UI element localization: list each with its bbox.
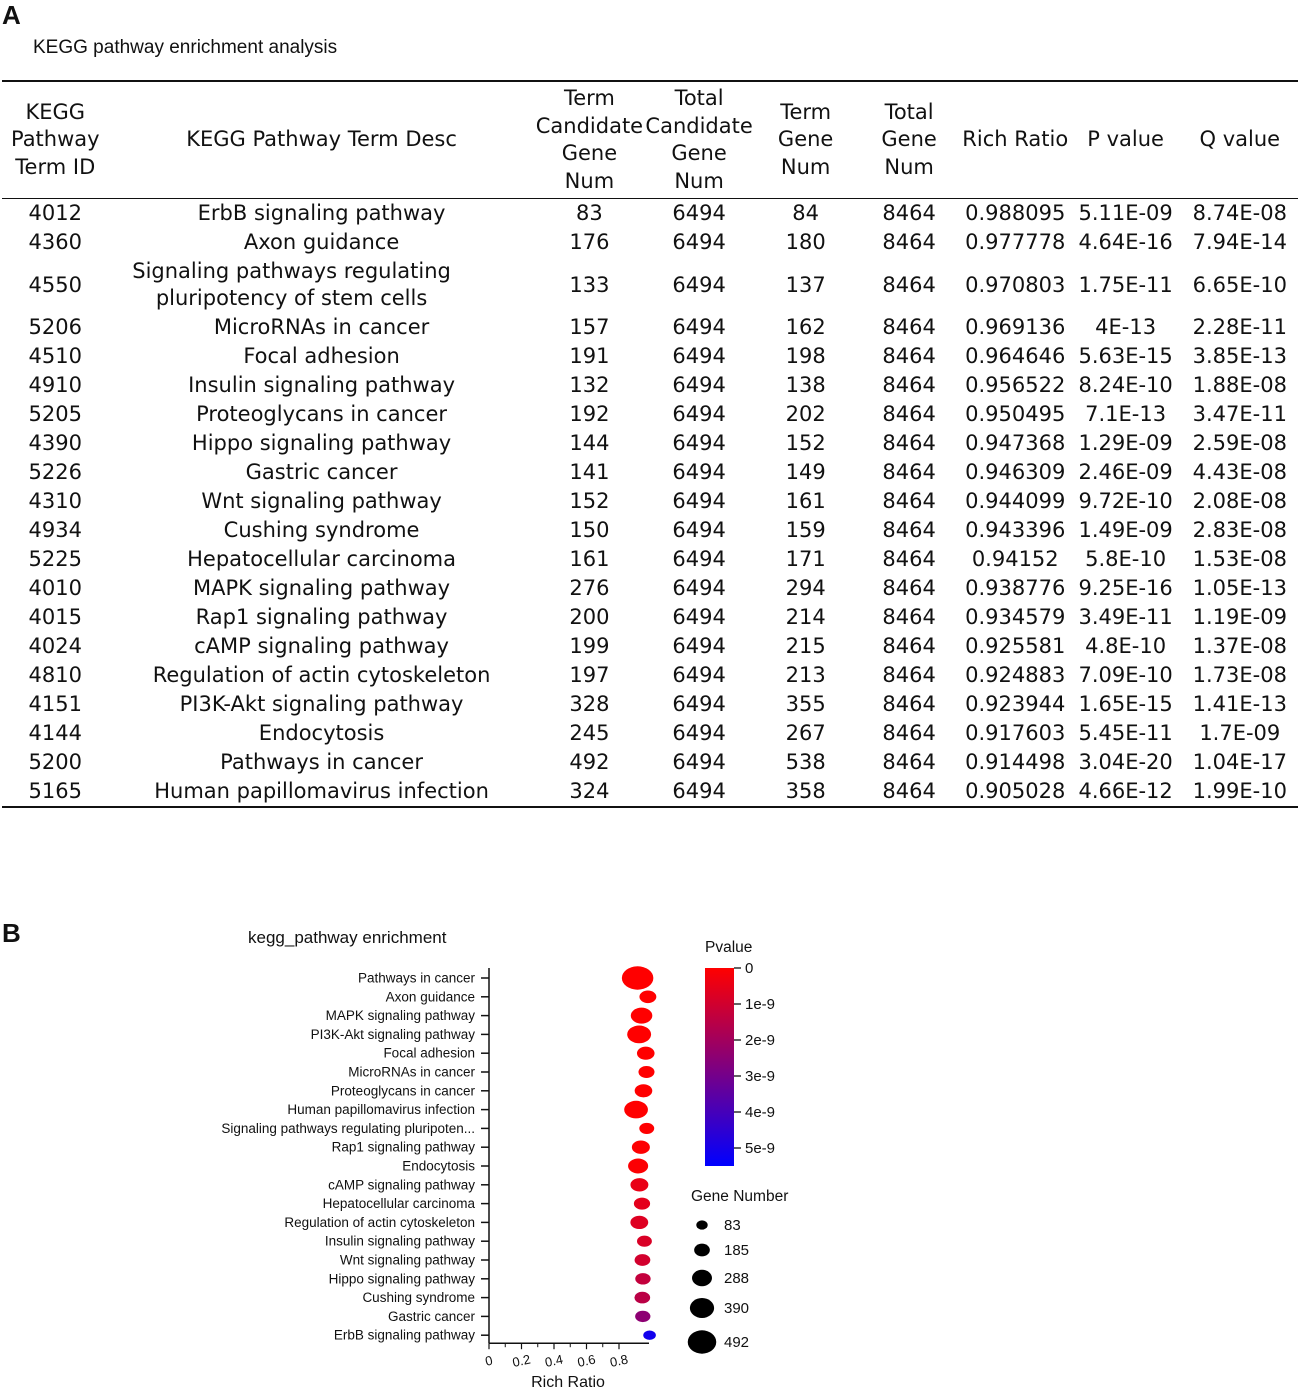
y-tick-label: Focal adhesion	[383, 1045, 475, 1061]
cell-term-candidate-gene-num: 144	[569, 431, 610, 455]
header-line: Gene	[671, 141, 727, 165]
header-line: Num	[780, 154, 831, 179]
bubble-point	[628, 1159, 648, 1174]
cell-total-gene-num: 8464	[882, 634, 936, 658]
cell-term-candidate-gene-num: 200	[569, 605, 610, 629]
cell-total-candidate-gene-num: 6494	[672, 576, 726, 600]
cell-term-candidate-gene-num: 150	[569, 518, 610, 542]
y-tick-label: Human papillomavirus infection	[287, 1102, 475, 1118]
cell-total-candidate-gene-num: 6494	[672, 230, 726, 254]
bubble-point	[639, 1123, 654, 1134]
x-tick-label: 0.2	[510, 1351, 532, 1370]
cell-term-desc: Regulation of actin cytoskeleton	[152, 663, 491, 687]
cell-rich-ratio: 0.964646	[965, 344, 1066, 368]
bubble-point	[637, 1047, 655, 1060]
cell-rich-ratio: 0.977778	[965, 230, 1066, 254]
cell-rich-ratio: 0.938776	[965, 576, 1066, 600]
cell-p-value: 1.49E-09	[1078, 518, 1173, 542]
header-line: Candidate	[645, 113, 753, 138]
cell-rich-ratio: 0.947368	[965, 431, 1066, 455]
bubble-point	[635, 1273, 650, 1284]
cell-rich-ratio: 0.914498	[965, 750, 1066, 774]
cell-total-candidate-gene-num: 6494	[672, 663, 726, 687]
cell-term-gene-num: 171	[785, 547, 826, 571]
header-line: P value	[1087, 127, 1164, 152]
y-tick-label: Pathways in cancer	[357, 970, 475, 986]
size-legend-label: 83	[724, 1217, 741, 1234]
cell-term-id: 5205	[28, 402, 82, 426]
cell-q-value: 1.19E-09	[1192, 605, 1287, 629]
y-tick-label: Hepatocellular carcinoma	[322, 1196, 475, 1212]
cell-term-desc: Axon guidance	[243, 230, 400, 254]
header-line: Gene	[561, 141, 618, 165]
cell-term-desc: MAPK signaling pathway	[193, 576, 451, 600]
cell-term-id: 4310	[28, 489, 82, 513]
cell-total-candidate-gene-num: 6494	[672, 344, 726, 368]
cell-p-value: 4.64E-16	[1078, 230, 1173, 254]
size-legend-label: 185	[724, 1242, 750, 1259]
cell-term-candidate-gene-num: 133	[569, 272, 610, 297]
cell-total-gene-num: 8464	[882, 721, 936, 745]
bubble-point	[630, 1216, 648, 1229]
bubble-point	[622, 966, 654, 989]
cell-total-gene-num: 8464	[882, 605, 936, 629]
cell-term-desc: Hippo signaling pathway	[191, 431, 452, 455]
bubble-point	[635, 1084, 653, 1097]
cell-total-gene-num: 8464	[882, 460, 936, 484]
cell-term-id: 4810	[28, 663, 82, 687]
cell-term-desc: Rap1 signaling pathway	[195, 605, 448, 629]
bubble-point	[631, 1008, 653, 1024]
cell-term-gene-num: 213	[785, 663, 826, 687]
color-legend-title: Pvalue	[705, 939, 753, 956]
cell-q-value: 1.53E-08	[1192, 547, 1287, 571]
cell-total-gene-num: 8464	[882, 344, 936, 368]
cell-p-value: 7.1E-13	[1085, 402, 1167, 426]
cell-term-desc: Pathways in cancer	[220, 750, 423, 774]
cell-term-desc: Endocytosis	[258, 721, 385, 745]
cell-q-value: 1.05E-13	[1192, 576, 1287, 600]
cell-total-candidate-gene-num: 6494	[672, 489, 726, 513]
cell-term-candidate-gene-num: 141	[569, 460, 610, 484]
bubble-point	[627, 1026, 651, 1044]
cell-total-candidate-gene-num: 6494	[672, 605, 726, 629]
cell-rich-ratio: 0.970803	[965, 272, 1066, 297]
cell-term-candidate-gene-num: 192	[569, 402, 610, 426]
cell-term-candidate-gene-num: 176	[569, 230, 610, 254]
size-legend-label: 288	[724, 1270, 750, 1287]
cell-term-desc: Hepatocellular carcinoma	[187, 547, 457, 571]
cell-term-gene-num: 161	[785, 489, 826, 513]
cell-total-gene-num: 8464	[882, 431, 936, 455]
size-legend-label: 390	[724, 1300, 750, 1317]
cell-term-candidate-gene-num: 492	[569, 750, 610, 774]
size-legend-dot	[696, 1220, 707, 1229]
cell-term-gene-num: 355	[785, 692, 826, 716]
cell-total-gene-num: 8464	[882, 518, 936, 542]
cell-term-candidate-gene-num: 199	[569, 634, 610, 658]
y-tick-label: Signaling pathways regulating pluripoten...	[221, 1120, 475, 1136]
cell-total-candidate-gene-num: 6494	[672, 634, 726, 658]
bubble-point	[632, 1141, 650, 1154]
cell-term-id: 4360	[28, 230, 82, 254]
cell-total-candidate-gene-num: 6494	[672, 721, 726, 745]
cell-term-gene-num: 149	[785, 460, 826, 484]
cell-p-value: 5.63E-15	[1078, 344, 1173, 368]
cell-term-gene-num: 358	[785, 779, 826, 803]
cell-p-value: 9.72E-10	[1078, 489, 1173, 513]
cell-term-candidate-gene-num: 132	[569, 373, 610, 397]
cell-total-gene-num: 8464	[882, 663, 936, 687]
cell-term-id: 4550	[28, 272, 82, 297]
bubble-point	[630, 1178, 648, 1191]
color-legend-bar	[705, 968, 734, 1166]
cell-q-value: 1.04E-17	[1192, 750, 1287, 774]
cell-term-gene-num: 137	[785, 272, 826, 297]
cell-p-value: 1.75E-11	[1078, 272, 1173, 297]
cell-total-gene-num: 8464	[882, 373, 936, 397]
cell-term-id: 4510	[28, 344, 82, 368]
cell-term-desc: PI3K-Akt signaling pathway	[179, 692, 464, 716]
bubble-point	[638, 1066, 654, 1078]
cell-term-gene-num: 215	[785, 634, 826, 658]
header-line: Term ID	[15, 154, 96, 179]
cell-rich-ratio: 0.969136	[965, 315, 1066, 339]
size-legend-label: 492	[724, 1334, 750, 1351]
chart-title: kegg_pathway enrichment	[248, 928, 447, 947]
cell-total-gene-num: 8464	[882, 547, 936, 571]
cell-q-value: 6.65E-10	[1192, 272, 1287, 297]
header-line: Pathway	[10, 127, 100, 152]
cell-rich-ratio: 0.988095	[965, 201, 1066, 225]
cell-term-id: 4024	[28, 634, 82, 658]
cell-term-id: 5226	[28, 460, 82, 484]
header-line: Total	[884, 99, 934, 124]
header-line: Q value	[1199, 127, 1281, 152]
cell-term-id: 4934	[28, 518, 82, 542]
bubble-point	[643, 1331, 656, 1340]
color-legend-tick-label: 4e-9	[745, 1104, 776, 1121]
y-tick-label: Endocytosis	[402, 1158, 475, 1174]
cell-term-desc: Proteoglycans in cancer	[196, 402, 448, 426]
cell-total-gene-num: 8464	[882, 692, 936, 716]
cell-term-id: 5165	[28, 779, 82, 803]
cell-term-gene-num: 214	[785, 605, 826, 629]
cell-q-value: 2.83E-08	[1192, 518, 1287, 542]
cell-term-id: 4012	[28, 201, 82, 225]
cell-p-value: 5.45E-11	[1078, 721, 1173, 745]
cell-p-value: 4E-13	[1095, 315, 1157, 339]
cell-term-desc: Cushing syndrome	[223, 518, 420, 542]
x-tick-label: 0	[483, 1352, 494, 1369]
bubble-point	[634, 1292, 650, 1304]
cell-rich-ratio: 0.917603	[965, 721, 1066, 745]
cell-p-value: 4.66E-12	[1078, 779, 1173, 803]
color-legend-tick-label: 3e-9	[745, 1068, 776, 1085]
y-tick-label: MAPK signaling pathway	[325, 1008, 475, 1024]
color-legend-tick-label: 5e-9	[745, 1140, 776, 1157]
cell-rich-ratio: 0.934579	[965, 605, 1066, 629]
cell-term-candidate-gene-num: 191	[569, 344, 610, 368]
cell-p-value: 8.24E-10	[1078, 373, 1173, 397]
bubble-point	[639, 991, 656, 1004]
table-title: KEGG pathway enrichment analysis	[33, 37, 338, 58]
header-line: Candidate	[535, 113, 644, 138]
y-tick-label: Hippo signaling pathway	[328, 1271, 475, 1287]
cell-total-candidate-gene-num: 6494	[672, 547, 726, 571]
y-tick-label: MicroRNAs in cancer	[348, 1064, 475, 1080]
cell-rich-ratio: 0.94152	[971, 547, 1059, 571]
cell-rich-ratio: 0.924883	[965, 663, 1066, 687]
cell-total-candidate-gene-num: 6494	[672, 779, 726, 803]
cell-q-value: 1.99E-10	[1192, 779, 1287, 803]
cell-term-desc: cAMP signaling pathway	[194, 634, 449, 658]
bubble-point	[635, 1254, 651, 1266]
cell-term-gene-num: 538	[785, 750, 826, 774]
cell-rich-ratio: 0.905028	[965, 779, 1066, 803]
cell-term-id: 5225	[28, 547, 82, 571]
cell-term-gene-num: 162	[785, 315, 826, 339]
cell-term-gene-num: 84	[792, 201, 820, 225]
cell-total-gene-num: 8464	[882, 272, 936, 297]
cell-term-gene-num: 198	[785, 344, 826, 368]
cell-total-gene-num: 8464	[882, 315, 936, 339]
cell-term-candidate-gene-num: 245	[569, 721, 610, 745]
cell-total-candidate-gene-num: 6494	[672, 373, 726, 397]
cell-term-gene-num: 152	[785, 431, 826, 455]
size-legend-dot	[694, 1244, 710, 1257]
cell-p-value: 9.25E-16	[1078, 576, 1173, 600]
y-tick-label: Gastric cancer	[387, 1308, 475, 1324]
panel-b-letter: B	[2, 918, 21, 948]
cell-rich-ratio: 0.923944	[965, 692, 1066, 716]
cell-q-value: 1.7E-09	[1199, 721, 1281, 745]
color-legend-tick-label: 1e-9	[745, 996, 776, 1013]
cell-p-value: 3.04E-20	[1078, 750, 1173, 774]
cell-q-value: 2.08E-08	[1192, 489, 1287, 513]
cell-total-gene-num: 8464	[882, 402, 936, 426]
y-tick-label: ErbB signaling pathway	[333, 1327, 475, 1343]
cell-total-candidate-gene-num: 6494	[672, 201, 726, 225]
y-tick-label: Axon guidance	[385, 989, 475, 1005]
cell-total-candidate-gene-num: 6494	[672, 272, 726, 297]
cell-total-gene-num: 8464	[882, 201, 936, 225]
cell-p-value: 1.29E-09	[1078, 431, 1173, 455]
panel-a-letter: A	[2, 0, 21, 30]
cell-rich-ratio: 0.946309	[965, 460, 1066, 484]
cell-q-value: 1.37E-08	[1192, 634, 1287, 658]
size-legend-dot	[692, 1270, 712, 1286]
cell-q-value: 4.43E-08	[1192, 460, 1287, 484]
cell-term-candidate-gene-num: 197	[569, 663, 610, 687]
y-tick-label: cAMP signaling pathway	[328, 1177, 475, 1193]
header-line: Num	[674, 168, 724, 193]
y-tick-label: Wnt signaling pathway	[339, 1252, 475, 1268]
cell-term-id: 4015	[28, 605, 82, 629]
bubble-point	[637, 1236, 652, 1247]
cell-total-gene-num: 8464	[882, 489, 936, 513]
cell-total-candidate-gene-num: 6494	[672, 402, 726, 426]
cell-term-candidate-gene-num: 83	[576, 201, 603, 225]
cell-q-value: 2.28E-11	[1192, 315, 1287, 339]
cell-rich-ratio: 0.925581	[965, 634, 1066, 658]
cell-term-gene-num: 159	[785, 518, 826, 542]
cell-term-gene-num: 202	[785, 402, 826, 426]
cell-p-value: 3.49E-11	[1078, 605, 1173, 629]
cell-term-candidate-gene-num: 161	[569, 547, 610, 571]
bubble-point	[634, 1198, 650, 1210]
cell-term-desc: Focal adhesion	[243, 344, 400, 368]
cell-q-value: 2.59E-08	[1192, 431, 1287, 455]
cell-term-id: 4910	[28, 373, 82, 397]
cell-rich-ratio: 0.943396	[965, 518, 1066, 542]
cell-term-gene-num: 138	[785, 373, 826, 397]
size-legend-dot	[688, 1330, 717, 1353]
y-tick-label: Regulation of actin cytoskeleton	[284, 1214, 475, 1230]
size-legend-title: Gene Number	[691, 1188, 789, 1205]
header-line: Term	[780, 99, 832, 124]
cell-p-value: 7.09E-10	[1078, 663, 1173, 687]
cell-term-desc: Insulin signaling pathway	[188, 373, 455, 397]
cell-total-candidate-gene-num: 6494	[672, 518, 726, 542]
cell-term-desc: Wnt signaling pathway	[201, 489, 442, 513]
color-legend-tick-label: 2e-9	[745, 1032, 776, 1049]
cell-total-gene-num: 8464	[882, 779, 936, 803]
y-tick-label: Insulin signaling pathway	[324, 1233, 475, 1249]
cell-p-value: 5.8E-10	[1085, 547, 1167, 571]
cell-term-id: 4390	[28, 431, 82, 455]
bubble-point	[635, 1311, 650, 1322]
cell-term-id: 4144	[28, 721, 82, 745]
cell-q-value: 1.88E-08	[1192, 373, 1287, 397]
y-tick-label: Cushing syndrome	[362, 1290, 475, 1306]
header-line: Term	[563, 86, 615, 110]
cell-term-desc: Signaling pathways regulating pluripotency of stem cells	[132, 259, 451, 310]
cell-term-gene-num: 180	[785, 230, 826, 254]
cell-total-candidate-gene-num: 6494	[672, 750, 726, 774]
header-line: Rich Ratio	[962, 127, 1069, 152]
cell-term-desc: Human papillomavirus infection	[154, 779, 489, 803]
cell-term-id: 5206	[28, 315, 82, 339]
cell-p-value: 1.65E-15	[1078, 692, 1173, 716]
cell-q-value: 3.47E-11	[1192, 402, 1287, 426]
cell-rich-ratio: 0.950495	[965, 402, 1066, 426]
y-tick-label: PI3K-Akt signaling pathway	[310, 1026, 475, 1042]
header-line: Total	[674, 86, 724, 110]
color-legend-tick-label: 0	[745, 960, 754, 977]
cell-total-gene-num: 8464	[882, 576, 936, 600]
cell-q-value: 8.74E-08	[1192, 201, 1287, 225]
cell-total-gene-num: 8464	[882, 230, 936, 254]
cell-term-gene-num: 294	[785, 576, 826, 600]
cell-p-value: 5.11E-09	[1078, 201, 1173, 225]
x-tick-label: 0.4	[543, 1351, 565, 1370]
cell-rich-ratio: 0.956522	[965, 373, 1066, 397]
cell-q-value: 1.73E-08	[1192, 663, 1287, 687]
cell-term-candidate-gene-num: 157	[569, 315, 610, 339]
x-axis-label: Rich Ratio	[531, 1374, 605, 1388]
bubble-point	[624, 1101, 648, 1119]
cell-p-value: 4.8E-10	[1085, 634, 1167, 658]
cell-term-desc: Gastric cancer	[245, 460, 398, 484]
header-line: KEGG Pathway Term Desc	[186, 127, 457, 152]
size-legend-dot	[690, 1298, 714, 1318]
cell-p-value: 2.46E-09	[1078, 460, 1173, 484]
cell-q-value: 1.41E-13	[1192, 692, 1287, 716]
cell-total-candidate-gene-num: 6494	[672, 692, 726, 716]
cell-term-gene-num: 267	[785, 721, 826, 745]
cell-total-candidate-gene-num: 6494	[672, 315, 726, 339]
x-tick-label: 0.8	[608, 1351, 630, 1370]
header-line: Gene	[777, 127, 834, 152]
cell-term-candidate-gene-num: 152	[569, 489, 610, 513]
y-tick-label: Proteoglycans in cancer	[330, 1083, 475, 1099]
header-line: KEGG	[25, 99, 86, 124]
cell-q-value: 3.85E-13	[1192, 344, 1287, 368]
cell-rich-ratio: 0.944099	[965, 489, 1066, 513]
cell-term-candidate-gene-num: 328	[569, 692, 610, 716]
cell-term-desc: ErbB signaling pathway	[197, 201, 446, 225]
cell-q-value: 7.94E-14	[1192, 230, 1287, 254]
cell-total-gene-num: 8464	[882, 750, 936, 774]
header-line: Num	[564, 168, 615, 193]
x-tick-label: 0.6	[575, 1351, 597, 1370]
header-line: Gene	[881, 127, 937, 152]
y-tick-label: Rap1 signaling pathway	[331, 1139, 475, 1155]
cell-term-id: 5200	[28, 750, 82, 774]
cell-term-id: 4010	[28, 576, 82, 600]
cell-term-candidate-gene-num: 324	[569, 779, 610, 803]
cell-term-desc: MicroRNAs in cancer	[213, 315, 430, 339]
cell-term-candidate-gene-num: 276	[569, 576, 610, 600]
cell-term-id: 4151	[28, 692, 82, 716]
cell-total-candidate-gene-num: 6494	[672, 460, 726, 484]
cell-total-candidate-gene-num: 6494	[672, 431, 726, 455]
header-line: Num	[884, 154, 934, 179]
